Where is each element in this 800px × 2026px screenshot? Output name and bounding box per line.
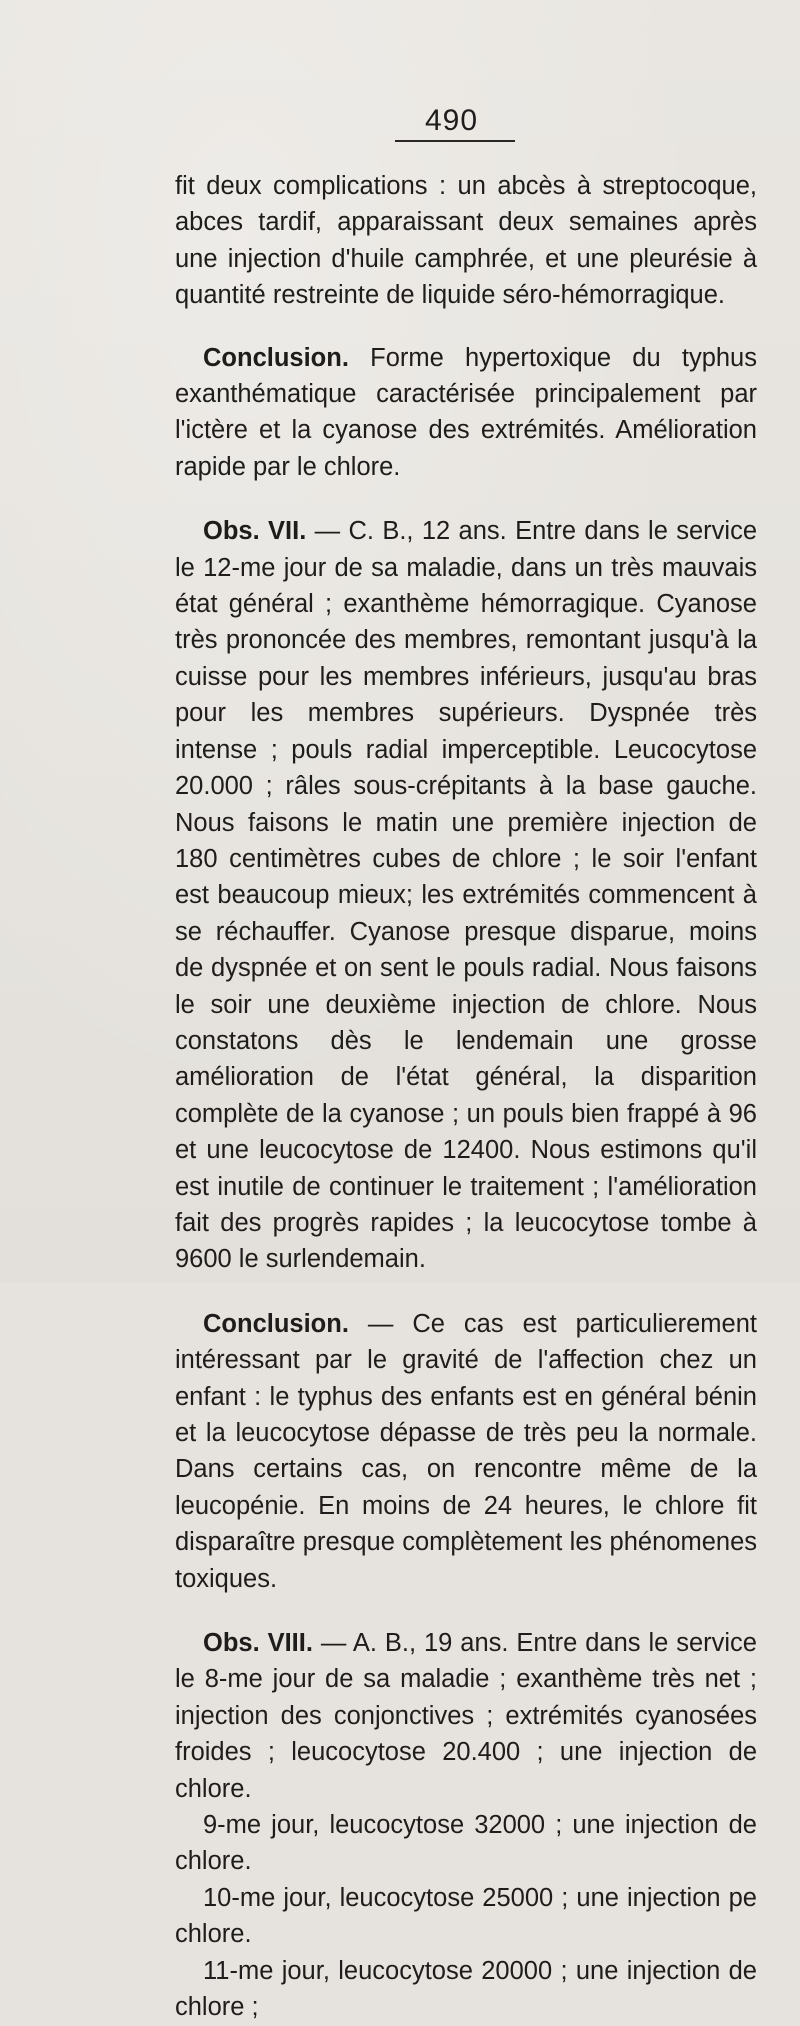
paragraph-day-10 [175,1880,757,1953]
paragraph-text: — C. B., 12 ans. Entre dans le service le 12-me jour de sa maladie, dans un très mauvais état général ; exanthème hémorragique. Cyanose très prononcée des membres, remontant jusqu'à la cuisse pour les membres inférieurs, jusqu'au bras pour les membres supérieurs. Dyspnée très intense ; pouls radial imperceptible. Leucocytose 20.000 ; râles sous-crépitants à la base gauche. Nous faisons le matin une première injection de 180 centimètres cubes de chlore ; le soir l'enfant est beaucoup mieux; les extrémités commencent à se réchauffer. Cyanose presque disparue, moins de dyspnée et on sent le pouls radial. Nous faisons le soir une deuxième injection de chlore. Nous constatons dès le lendemain une grosse amélioration de l'état général, la disparition complète de la cyanose ; un pouls bien frappé à 96 et une leucocytose de 12400. Nous estimons qu'il est inutile de continuer le traitement ; l'amélioration fait des progrès rapides ; la leucocytose tombe à 9600 le surlendemain. [175,517,757,1274]
paragraph-lead: Conclusion. [203,1309,349,1338]
paragraph-text: 9-me jour, leucocytose 32000 ; une injection de chlore. [175,1811,757,1876]
paragraph-conclusion-2 [175,1306,757,1597]
paragraph-text: 10-me jour, leucocytose 25000 ; une injection pe chlore. [175,1883,757,1949]
paragraph-conclusion-1 [175,340,757,486]
paragraph-text: fit deux complications : un abcès à streptocoque, abces tardif, apparaissant deux semaines après une injection d'huile camphrée, et une pleurésie à quantité restreinte de liquide séro-hémorragique. [175,172,757,310]
paragraph-day-9 [175,1807,757,1880]
paragraph-text: Forme hypertoxique du typhus exanthématique caractérisée principalement par l'ictère et la cyanose des extrémités. Amélioration rapide par le chlore. [175,343,757,481]
paragraph-observation-8 [175,1625,757,1807]
paragraph-continuation [175,168,757,314]
page-number: 490 [425,104,479,137]
body-text [175,168,757,2026]
paragraph-lead: Conclusion. [203,343,349,372]
paragraph-text: — A. B., 19 ans. Entre dans le service le 8-me jour de sa maladie ; exanthème très net ; injection des conjonctives ; extrémités cyanosées froides ; leucocytose 20.400 ; une injection de chlore. [175,1629,757,1803]
paragraph-observation-7 [175,513,757,1278]
paragraph-text: — Ce cas est particulierement intéressant par le gravité de l'affection chez un enfant : le typhus des enfants est en général bénin et la leucocytose dépasse de très peu la normale. Dans certains cas, on rencontre même de la leucopénie. En moins de 24 heures, le chlore fit disparaître presque complètement les phénomenes toxiques. [175,1309,757,1593]
page-number-rule [395,140,515,142]
paragraph-lead: Obs. VIII. [203,1629,313,1658]
paragraph-lead: Obs. VII. [203,517,307,546]
paragraph-day-11 [175,1953,757,2026]
paragraph-text: 11-me jour, leucocytose 20000 ; une injection de chlore ; [175,1956,757,2022]
